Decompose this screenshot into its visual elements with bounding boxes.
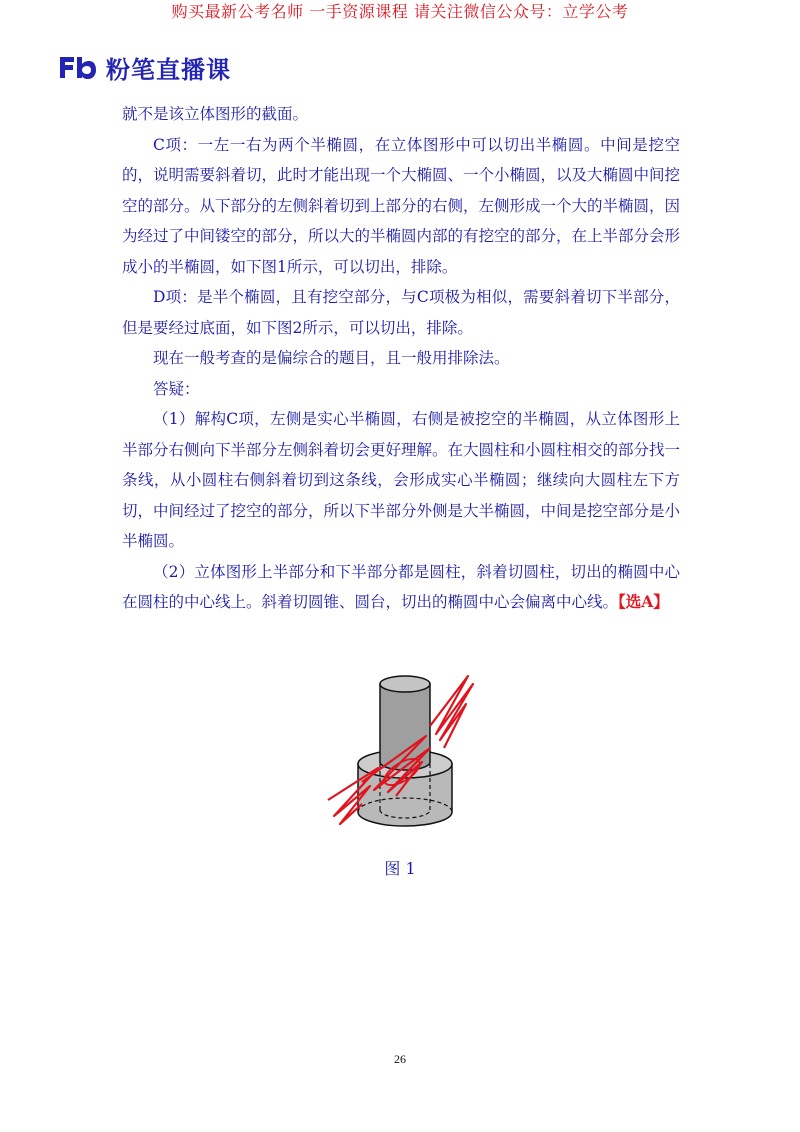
cylinder-section-diagram: [318, 664, 488, 840]
fb-logo-icon: [58, 53, 98, 81]
promo-banner: 购买最新公考名师 一手资源课程 请关注微信公众号：立学公考: [171, 2, 629, 21]
paragraph-answer-1: （1）解构C项，左侧是实心半椭圆，右侧是被挖空的半椭圆，从立体图形上半部分右侧向下半部分左侧斜着切会更好理解。在大圆柱和小圆柱相交的部分找一条线，从小圆柱右侧斜着切到这条线，会形成实心半椭圆；继续向大圆柱左下方切，中间经过了挖空的部分，所以下半部分外侧是大半椭圆，中间是挖空部分是小半椭圆。: [122, 410, 681, 550]
brand-header: [58, 52, 231, 82]
paragraph: 就不是该立体图形的截面。: [122, 105, 309, 123]
figure-1: [318, 664, 488, 840]
figure-caption: 图 1: [384, 859, 416, 878]
answer-mark: 【选A】: [618, 592, 669, 611]
small-cylinder-top: [380, 676, 430, 692]
paragraph-option-d: D项：是半个椭圆，且有挖空部分，与C项极为相似，需要斜着切下半部分，但是要经过底面，如下图2所示，可以切出，排除。: [122, 288, 680, 337]
document-body: [122, 99, 680, 618]
brand-name: 粉笔直播课: [106, 55, 231, 84]
page-number: 26: [394, 1052, 406, 1066]
paragraph-answer-2: [122, 557, 680, 618]
paragraph-answer-2-text: （2）立体图形上半部分和下半部分都是圆柱，斜着切圆柱，切出的椭圆中心在圆柱的中心线上。斜着切圆锥、圆台，切出的椭圆中心会偏离中心线。: [122, 562, 680, 611]
paragraph-option-c: C项：一左一右为两个半椭圆，在立体图形中可以切出半椭圆。中间是挖空的，说明需要斜着切，此时才能出现一个大椭圆、一个小椭圆，以及大椭圆中间挖空的部分。从下部分的左侧斜着切到上部分的右侧，左侧形成一个大的半椭圆，因为经过了中间镂空的部分，所以大的半椭圆内部的有挖空的部分，在上半部分会形成小的半椭圆，如下图1所示，可以切出，排除。: [122, 135, 681, 276]
paragraph-summary: 现在一般考查的是偏综合的题目，且一般用排除法。: [153, 349, 510, 367]
paragraph-qa-heading: 答疑：: [153, 379, 200, 398]
cut-scribble-upper: [430, 676, 473, 748]
